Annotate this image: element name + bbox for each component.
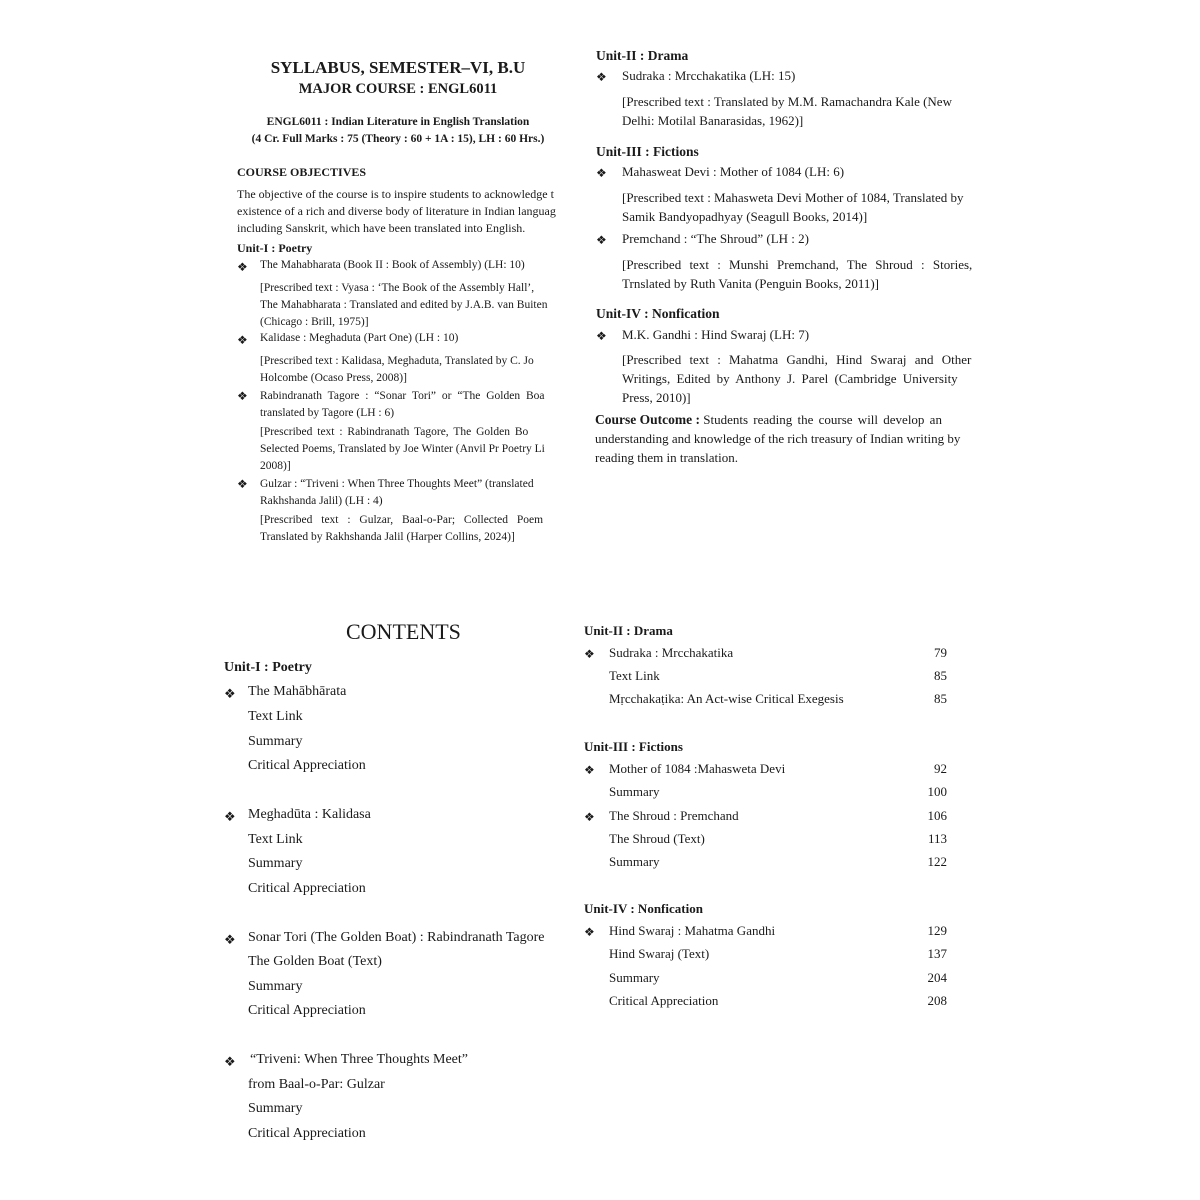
unit4-heading: Unit-IV : Nonfication <box>596 306 720 321</box>
toc-unit2-heading: Unit-II : Drama <box>584 623 673 638</box>
bullet-icon: ❖ <box>237 333 248 347</box>
text-line: Selected Poems, Translated by Joe Winter (Anvil Pr Poetry Li <box>260 443 545 455</box>
page-number: 122 <box>927 854 947 869</box>
text-line: [Prescribed text : Vyasa : ‘The Book of the Assembly Hall’, <box>260 282 535 294</box>
syllabus-item-title: Premchand : “The Shroud” (LH : 2) <box>622 231 810 246</box>
toc-entry[interactable]: Sonar Tori (The Golden Boat) : Rabindranath Tagore <box>248 930 545 945</box>
bullet-icon: ❖ <box>224 686 236 701</box>
syllabus-item-title <box>260 388 560 422</box>
toc-entry[interactable]: Meghadūta : Kalidasa <box>248 807 371 822</box>
text-line: [Prescribed text : Kalidasa, Meghaduta, Translated by C. Jo <box>260 355 534 367</box>
toc-entry[interactable]: Critical Appreciation <box>609 993 719 1008</box>
bullet-icon: ❖ <box>237 389 248 403</box>
text-line: including Sanskrit, which have been translated into English. <box>237 221 526 235</box>
text-line: translated by Tagore (LH : 6) <box>260 407 395 419</box>
page-number: 85 <box>934 691 947 706</box>
text-span: Students reading the course will develop an <box>703 412 942 427</box>
prescribed-text <box>622 255 974 293</box>
text-line: Writings, Edited by Anthony J. Parel (Cambridge University <box>622 371 958 386</box>
text-line: Rabindranath Tagore : “Sonar Tori” or “The Golden Boa <box>260 390 545 402</box>
prescribed-text <box>260 280 560 331</box>
course-title: ENGL6011 : Indian Literature in English Translation <box>266 116 530 128</box>
bullet-icon: ❖ <box>237 477 248 491</box>
syllabus-item-title <box>260 476 560 510</box>
page-number: 85 <box>934 668 947 683</box>
toc-entry[interactable]: Mother of 1084 :Mahasweta Devi <box>609 761 786 776</box>
page-number: 106 <box>927 808 947 823</box>
text-line: reading them in translation. <box>595 450 738 465</box>
text-line: Gulzar : “Triveni : When Three Thoughts Meet” (translated <box>260 478 534 490</box>
text-line: [Prescribed text : Munshi Premchand, The Shroud : Stories, <box>622 257 973 272</box>
text-line: 2008)] <box>260 460 291 472</box>
text-line: Samik Bandyopadhyay (Seagull Books, 2014)] <box>622 209 868 224</box>
bullet-icon: ❖ <box>596 329 607 343</box>
bullet-icon: ❖ <box>584 647 595 661</box>
toc-entry[interactable]: Critical Appreciation <box>248 758 366 773</box>
toc-unit3-heading: Unit-III : Fictions <box>584 739 683 754</box>
unit3-heading: Unit-III : Fictions <box>596 144 699 159</box>
toc-entry[interactable]: Text Link <box>248 832 303 847</box>
text-line: [Prescribed text : Gulzar, Baal-o-Par; Collected Poem <box>260 514 544 526</box>
toc-entry[interactable]: from Baal-o-Par: Gulzar <box>248 1077 385 1092</box>
syllabus-item-title: Kalidase : Meghaduta (Part One) (LH : 10) <box>260 332 459 344</box>
page-number: 100 <box>927 784 947 799</box>
outcome-label: Course Outcome : <box>595 412 700 427</box>
prescribed-text <box>260 512 560 546</box>
toc-entry[interactable]: Text Link <box>609 668 660 683</box>
syllabus-item-title: The Mahabharata (Book II : Book of Assembly) (LH: 10) <box>260 259 525 271</box>
bullet-icon: ❖ <box>224 1054 236 1069</box>
page-number: 113 <box>927 831 947 846</box>
toc-entry[interactable]: The Mahābhārata <box>248 684 347 699</box>
syllabus-item-title: M.K. Gandhi : Hind Swaraj (LH: 7) <box>622 327 810 342</box>
toc-entry[interactable]: Critical Appreciation <box>248 881 366 896</box>
prescribed-text <box>260 424 560 475</box>
prescribed-text <box>622 350 974 407</box>
toc-entry[interactable]: Summary <box>248 856 303 871</box>
bullet-icon: ❖ <box>224 932 236 947</box>
page-number: 204 <box>927 970 947 985</box>
text-line: Trnslated by Ruth Vanita (Penguin Books, 2011)] <box>622 276 879 291</box>
major-course-title: MAJOR COURSE : ENGL6011 <box>298 81 498 97</box>
page-number: 79 <box>934 645 947 660</box>
toc-entry[interactable]: Summary <box>609 784 660 799</box>
syllabus-item-title: Sudraka : Mrcchakatika (LH: 15) <box>622 68 796 83</box>
text-line: [Prescribed text : Mahatma Gandhi, Hind Swaraj and Other <box>622 352 972 367</box>
text-line: [Prescribed text : Mahasweta Devi Mother of 1084, Translated by <box>622 190 964 205</box>
page-number: 129 <box>927 923 947 938</box>
objectives-text <box>237 186 559 237</box>
text-line: The Mahabharata : Translated and edited by J.A.B. van Buiten <box>260 299 548 311</box>
toc-entry[interactable]: The Shroud (Text) <box>609 831 705 846</box>
text-line: (Chicago : Brill, 1975)] <box>260 316 369 328</box>
text-line: Translated by Rakhshanda Jalil (Harper Collins, 2024)] <box>260 531 515 543</box>
syllabus-title: SYLLABUS, SEMESTER–VI, B.U <box>270 58 526 77</box>
contents-title: CONTENTS <box>346 619 461 644</box>
page-number: 137 <box>927 946 947 961</box>
text-line: [Prescribed text : Rabindranath Tagore, The Golden Bo <box>260 426 529 438</box>
toc-entry[interactable]: Summary <box>609 970 660 985</box>
text-line: The objective of the course is to inspire students to acknowledge t <box>237 187 554 201</box>
bullet-icon: ❖ <box>596 166 607 180</box>
toc-entry[interactable]: Critical Appreciation <box>248 1003 366 1018</box>
text-line: Delhi: Motilal Banarasidas, 1962)] <box>622 113 804 128</box>
text-line: existence of a rich and diverse body of literature in Indian languag <box>237 204 556 218</box>
page-number: 92 <box>934 761 947 776</box>
course-outcome <box>595 410 975 467</box>
toc-entry[interactable]: Summary <box>248 979 303 994</box>
objectives-heading: COURSE OBJECTIVES <box>237 165 367 179</box>
page-number: 208 <box>927 993 947 1008</box>
toc-entry[interactable]: Sudraka : Mrcchakatika <box>609 645 734 660</box>
toc-entry[interactable]: Hind Swaraj (Text) <box>609 946 710 961</box>
text-line: Holcombe (Ocaso Press, 2008)] <box>260 372 407 384</box>
unit2-heading: Unit-II : Drama <box>596 48 689 63</box>
toc-entry[interactable]: “Triveni: When Three Thoughts Meet” <box>250 1052 468 1067</box>
bullet-icon: ❖ <box>237 260 248 274</box>
toc-entry[interactable]: Summary <box>248 1101 303 1116</box>
bullet-icon: ❖ <box>584 763 595 777</box>
toc-entry[interactable]: Text Link <box>248 709 303 724</box>
bullet-icon: ❖ <box>596 233 607 247</box>
prescribed-text <box>622 92 974 130</box>
text-line <box>595 410 975 429</box>
text-line: Press, 2010)] <box>622 390 691 405</box>
toc-entry[interactable]: Critical Appreciation <box>248 1126 366 1141</box>
toc-entry[interactable]: Summary <box>609 854 660 869</box>
unit1-heading: Unit-I : Poetry <box>237 241 313 255</box>
text-line: Rakhshanda Jalil) (LH : 4) <box>260 495 383 507</box>
toc-entry[interactable]: The Golden Boat (Text) <box>248 954 382 969</box>
toc-entry[interactable]: Mṛcchakaṭika: An Act-wise Critical Exegesis <box>609 691 844 706</box>
prescribed-text <box>622 188 974 226</box>
toc-entry[interactable]: Hind Swaraj : Mahatma Gandhi <box>609 923 776 938</box>
toc-unit4-heading: Unit-IV : Nonfication <box>584 901 703 916</box>
toc-entry[interactable]: The Shroud : Premchand <box>609 808 739 823</box>
bullet-icon: ❖ <box>224 809 236 824</box>
syllabus-item-title: Mahasweat Devi : Mother of 1084 (LH: 6) <box>622 164 845 179</box>
bullet-icon: ❖ <box>584 810 595 824</box>
bullet-icon: ❖ <box>596 70 607 84</box>
bullet-icon: ❖ <box>584 925 595 939</box>
text-line: [Prescribed text : Translated by M.M. Ramachandra Kale (New <box>622 94 952 109</box>
toc-entry[interactable]: Summary <box>248 734 303 749</box>
text-line: understanding and knowledge of the rich treasury of Indian writing by <box>595 431 961 446</box>
toc-unit1-heading: Unit-I : Poetry <box>224 660 312 675</box>
prescribed-text <box>260 353 560 387</box>
course-marks: (4 Cr. Full Marks : 75 (Theory : 60 + 1A : 15), LH : 60 Hrs.) <box>251 133 545 145</box>
